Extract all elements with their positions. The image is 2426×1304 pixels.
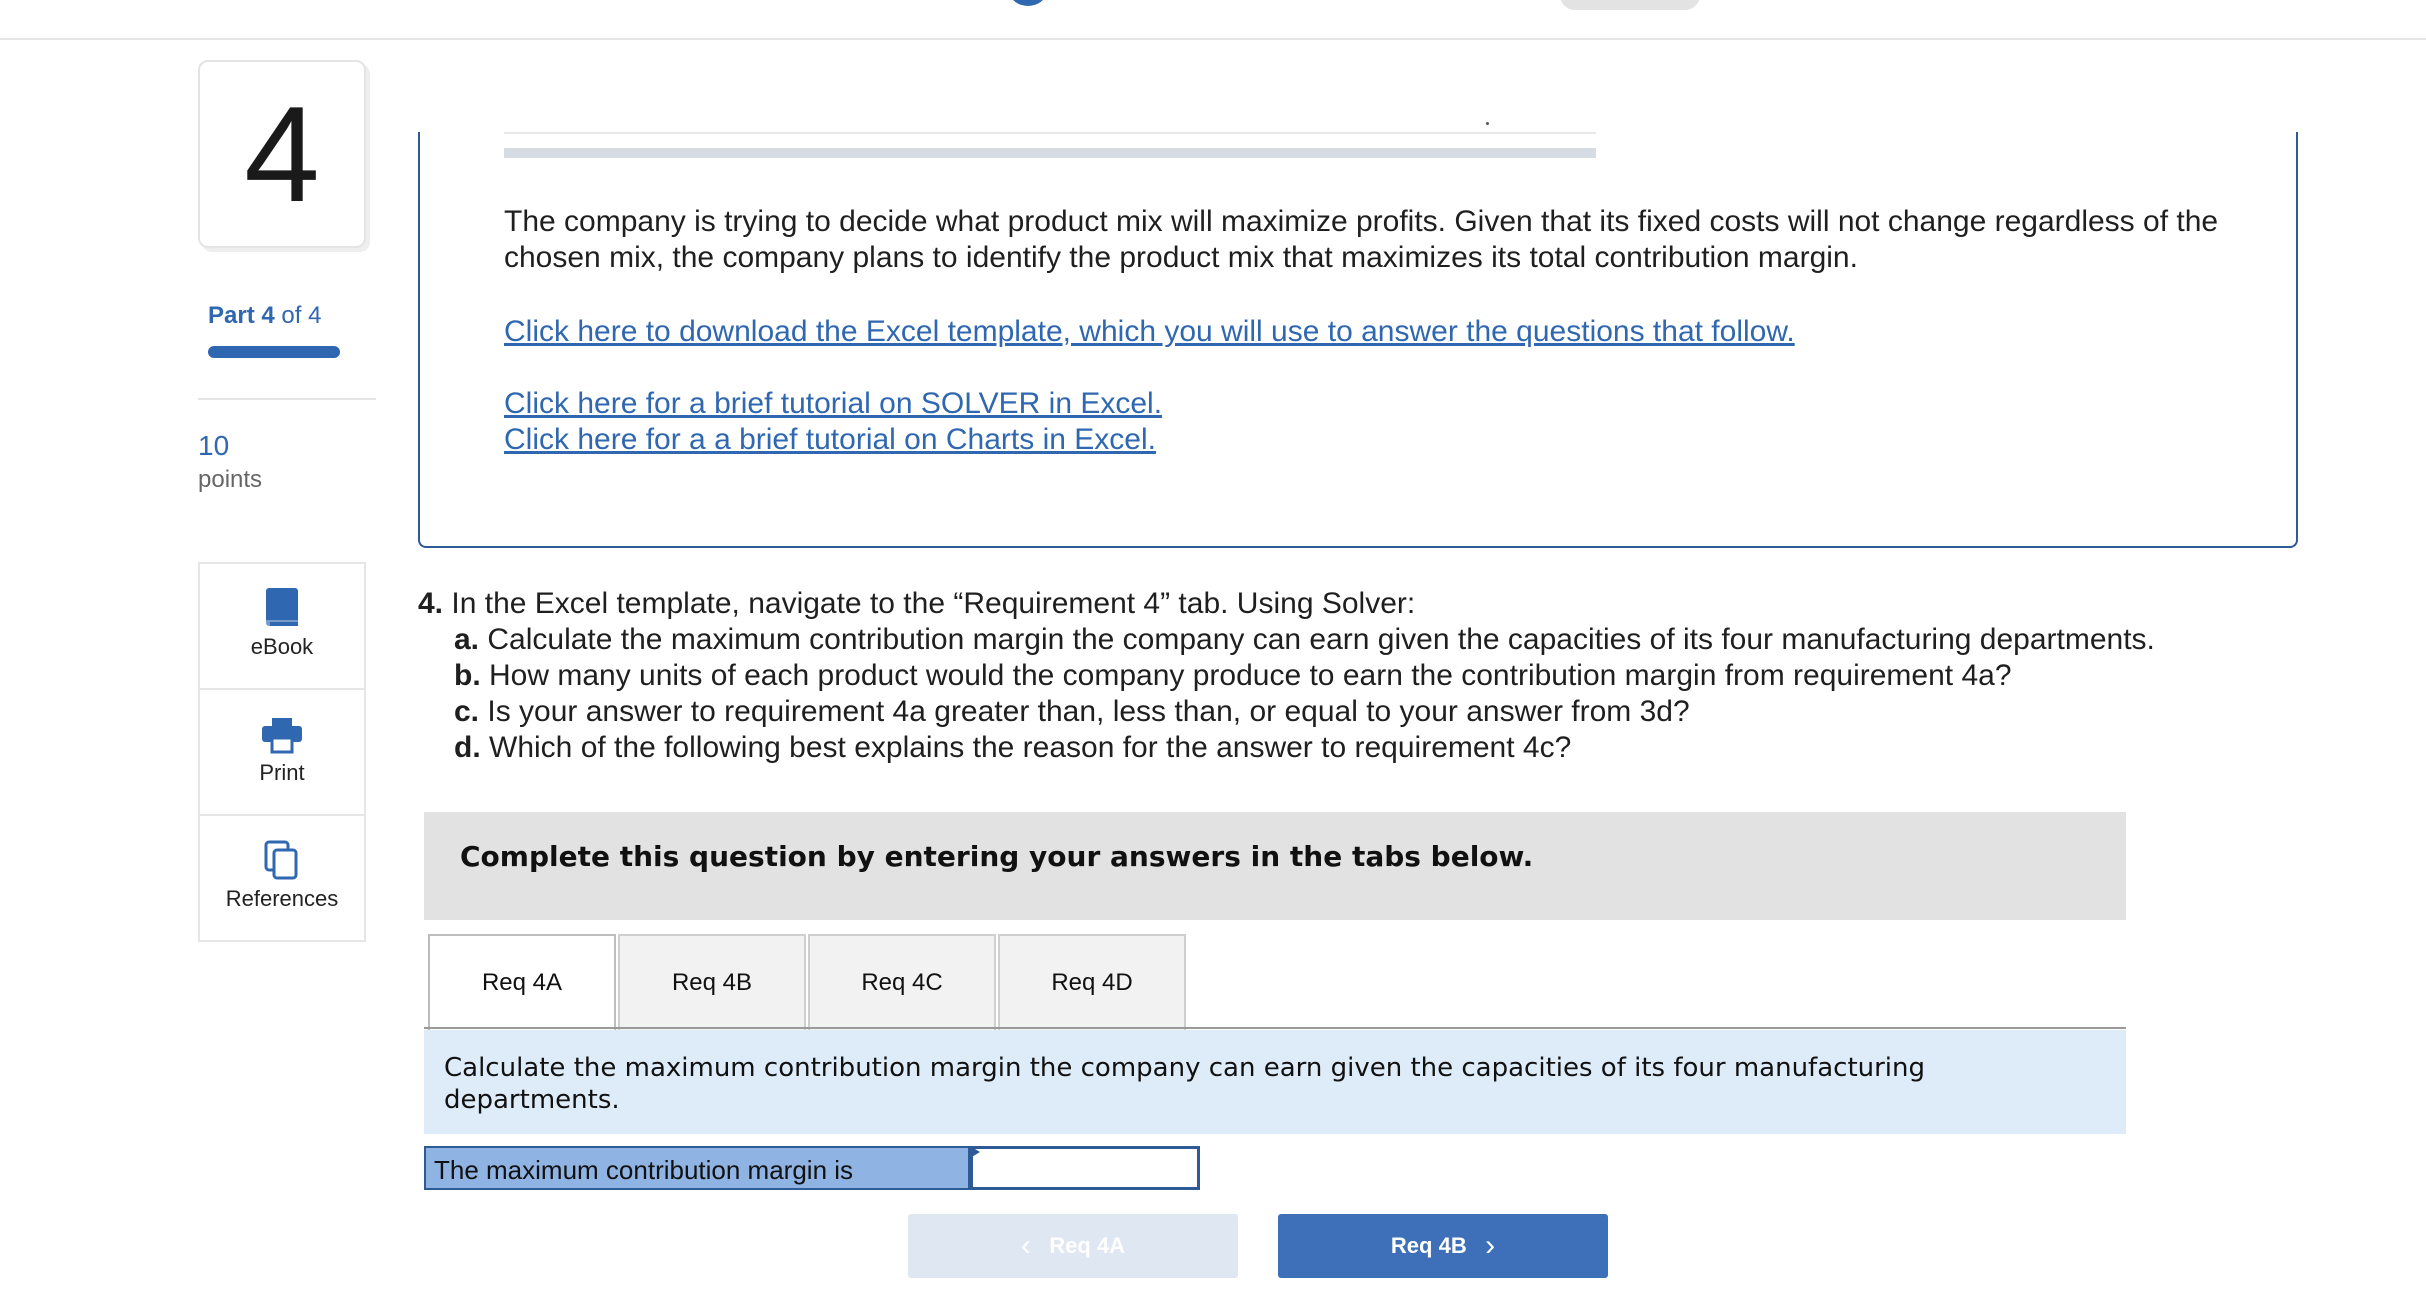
top-pill-button[interactable]: [1560, 0, 1700, 10]
item-letter: d.: [454, 731, 481, 764]
contribution-margin-input[interactable]: [970, 1146, 1200, 1190]
chevron-right-icon: ›: [1485, 1229, 1496, 1262]
item-text: Calculate the maximum contribution margin the company can earn given the capacities of its four manufacturing departments.: [487, 623, 2155, 656]
prev-label: Req 4A: [1049, 1233, 1126, 1258]
book-icon: [200, 586, 364, 630]
table-bottom-bar: [504, 148, 1596, 158]
references-button[interactable]: [198, 814, 366, 942]
item-text: Which of the following best explains the reason for the answer to requirement 4c?: [489, 731, 1572, 764]
solver-tutorial-link[interactable]: Click here for a brief tutorial on SOLVER in Excel.: [504, 387, 1163, 420]
ebook-label: eBook: [250, 634, 314, 659]
tab-underline: [424, 1027, 2126, 1029]
top-bar: [0, 0, 2426, 40]
copy-icon: [200, 838, 364, 882]
requirement-item: [454, 694, 1690, 730]
prev-req-button[interactable]: [908, 1214, 1238, 1278]
instruction-box: [424, 1030, 2126, 1134]
instruction-text: Calculate the maximum contribution margin the company can earn given the capacities of its four manufacturing departments.: [444, 1053, 1926, 1115]
part-progress-bar: [208, 346, 340, 358]
tab-req-4a[interactable]: Req 4A: [428, 934, 616, 1032]
input-marker-icon: [970, 1146, 980, 1158]
excel-template-link[interactable]: Click here to download the Excel template, which you will use to answer the questions that follow.: [504, 315, 1795, 348]
answer-label: The maximum contribution margin is: [424, 1146, 970, 1190]
requirement-item: [454, 622, 2155, 658]
table-edge: [504, 132, 1596, 134]
requirement-item: [454, 658, 2012, 694]
item-letter: a.: [454, 623, 480, 656]
requirement-item: [454, 730, 1571, 766]
print-button[interactable]: [198, 688, 366, 816]
print-label: Print: [259, 760, 305, 785]
charts-tutorial-link[interactable]: Click here for a a brief tutorial on Charts in Excel.: [504, 423, 1156, 456]
item-letter: b.: [454, 659, 481, 692]
item-text: How many units of each product would the company produce to earn the contribution margin from requirement 4a?: [489, 659, 2012, 692]
part-label: Part: [208, 302, 255, 329]
next-req-button[interactable]: [1278, 1214, 1608, 1278]
requirement-number: 4.: [418, 587, 444, 620]
part-total: of 4: [281, 302, 322, 329]
tab-req-4b[interactable]: Req 4B: [618, 934, 806, 1030]
intro-text: The company is trying to decide what product mix will maximize profits. Given that its fixed costs will not change regardless of the chosen mix, the company plans to identify the product mix that maximizes its total contribution margin.: [504, 205, 2219, 274]
requirement-heading: [418, 586, 1415, 622]
references-label: References: [225, 886, 339, 911]
item-text: Is your answer to requirement 4a greater than, less than, or equal to your answer from 3d?: [487, 695, 1690, 728]
tab-req-4d[interactable]: Req 4D: [998, 934, 1186, 1030]
complete-text: Complete this question by entering your answers in the tabs below.: [460, 840, 1534, 873]
requirement-text: In the Excel template, navigate to the “Requirement 4” tab. Using Solver:: [451, 587, 1416, 620]
printer-icon: [200, 712, 364, 756]
item-letter: c.: [454, 695, 480, 728]
part-current: 4: [261, 302, 275, 329]
part-indicator: [208, 302, 321, 330]
question-number-card: [198, 60, 366, 248]
progress-indicator-dot: [1010, 0, 1046, 6]
points-label: points: [198, 466, 263, 493]
chevron-left-icon: ‹: [1020, 1229, 1031, 1262]
complete-banner: [424, 812, 2126, 920]
next-label: Req 4B: [1390, 1233, 1467, 1258]
tab-req-4c[interactable]: Req 4C: [808, 934, 996, 1030]
divider: [198, 398, 376, 400]
points-value: 10: [198, 430, 230, 461]
ebook-button[interactable]: [198, 562, 366, 690]
question-number: 4: [244, 78, 320, 230]
table-mark: [1486, 122, 1489, 125]
